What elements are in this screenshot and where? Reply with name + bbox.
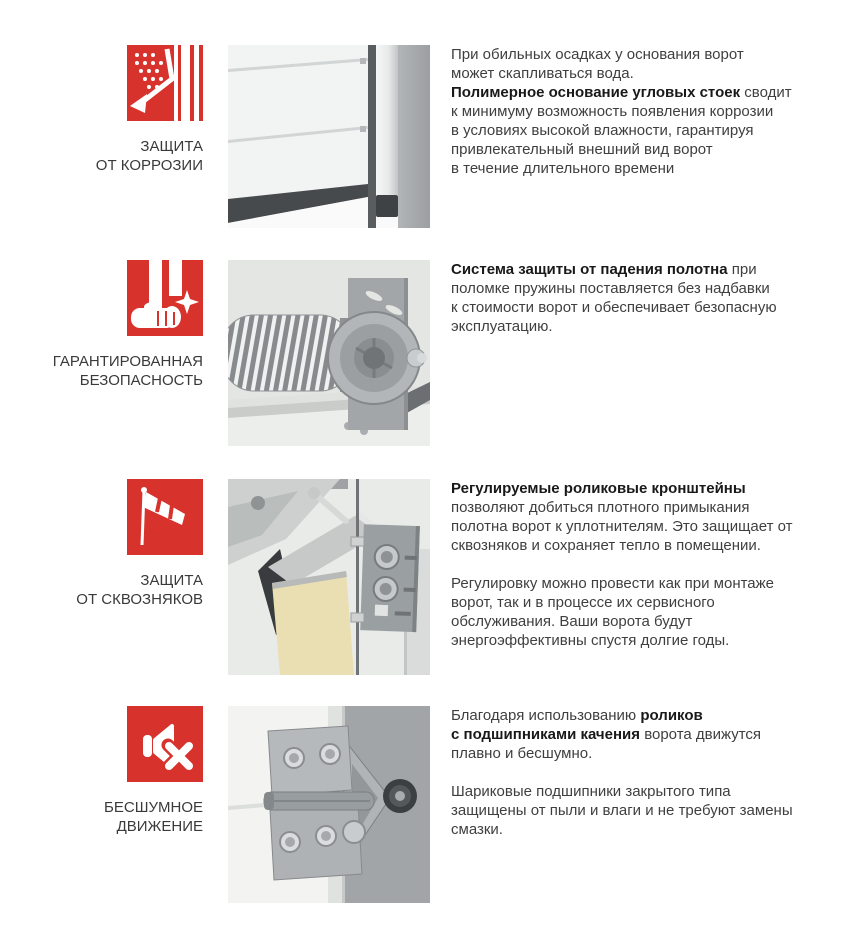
hand-pinch-safety-icon (127, 260, 203, 336)
feature-text (451, 706, 850, 839)
feature-row-corrosion (0, 45, 850, 228)
feature-label (53, 352, 203, 390)
feature-row-silent (0, 706, 850, 903)
feature-text (451, 260, 850, 336)
muted-speaker-icon (127, 706, 203, 782)
feature-paragraph: Регулировку можно провести как при монтаже ворот, так и в процессе их сервисного обслуживания. Ваши ворота будут энергоэффективны спустя долгие годы. (451, 575, 775, 649)
feature-paragraph: Полимерное основание угловых стоек сводит к минимуму возможность появления коррозии в условиях высокой влажности, гарантируя привлекательный внешний вид ворот в течение длительного времени (451, 84, 792, 177)
feature-row-drafts (0, 479, 850, 675)
feature-icon-cell (0, 45, 203, 175)
feature-paragraph: При обильных осадках у основания ворот может скапливаться вода. (451, 46, 744, 82)
feature-icon-cell (0, 706, 203, 836)
door-bottom-corner-photo (228, 45, 430, 228)
feature-paragraph: Регулируемые роликовые кронштейны позволяют добиться плотного примыкания полотна ворот к уплотнителям. Это защищает от сквозняков и сохраняет тепло в помещении. (451, 480, 793, 554)
feature-label-line: БЕСШУМНОЕ (104, 799, 203, 816)
feature-label-line: ОТ СКВОЗНЯКОВ (76, 591, 203, 608)
hinge-roller-photo (228, 706, 430, 903)
feature-label-line: ОТ КОРРОЗИИ (95, 157, 203, 174)
feature-paragraph: Система защиты от падения полотна при поломке пружины поставляется без надбавки к стоимости ворот и обеспечивает безопасную эксплуатацию. (451, 261, 777, 335)
feature-label (76, 571, 203, 609)
feature-icon-cell (0, 479, 203, 609)
rain-bounce-arrow-icon (127, 45, 203, 121)
torsion-spring-drum-photo (228, 260, 430, 446)
feature-label-line: ГАРАНТИРОВАННАЯ (52, 353, 203, 370)
feature-paragraph: Благодаря использованию роликов с подшипниками качения ворота движутся плавно и бесшумно. (451, 707, 762, 762)
feature-row-safety (0, 260, 850, 446)
feature-label (104, 798, 203, 836)
feature-label-line: ДВИЖЕНИЕ (116, 818, 203, 835)
windsock-icon (127, 479, 203, 555)
feature-icon-cell (0, 260, 203, 390)
feature-text (451, 479, 850, 650)
feature-label-line: ЗАЩИТА (140, 572, 203, 589)
roller-bracket-section-photo (228, 479, 430, 675)
feature-label-line: ЗАЩИТА (140, 138, 203, 155)
feature-label-line: БЕЗОПАСНОСТЬ (79, 372, 203, 389)
feature-label (96, 137, 203, 175)
feature-text (451, 45, 850, 178)
feature-paragraph: Шариковые подшипники закрытого типа защищены от пыли и влаги и не требуют замены смазки. (451, 783, 793, 838)
